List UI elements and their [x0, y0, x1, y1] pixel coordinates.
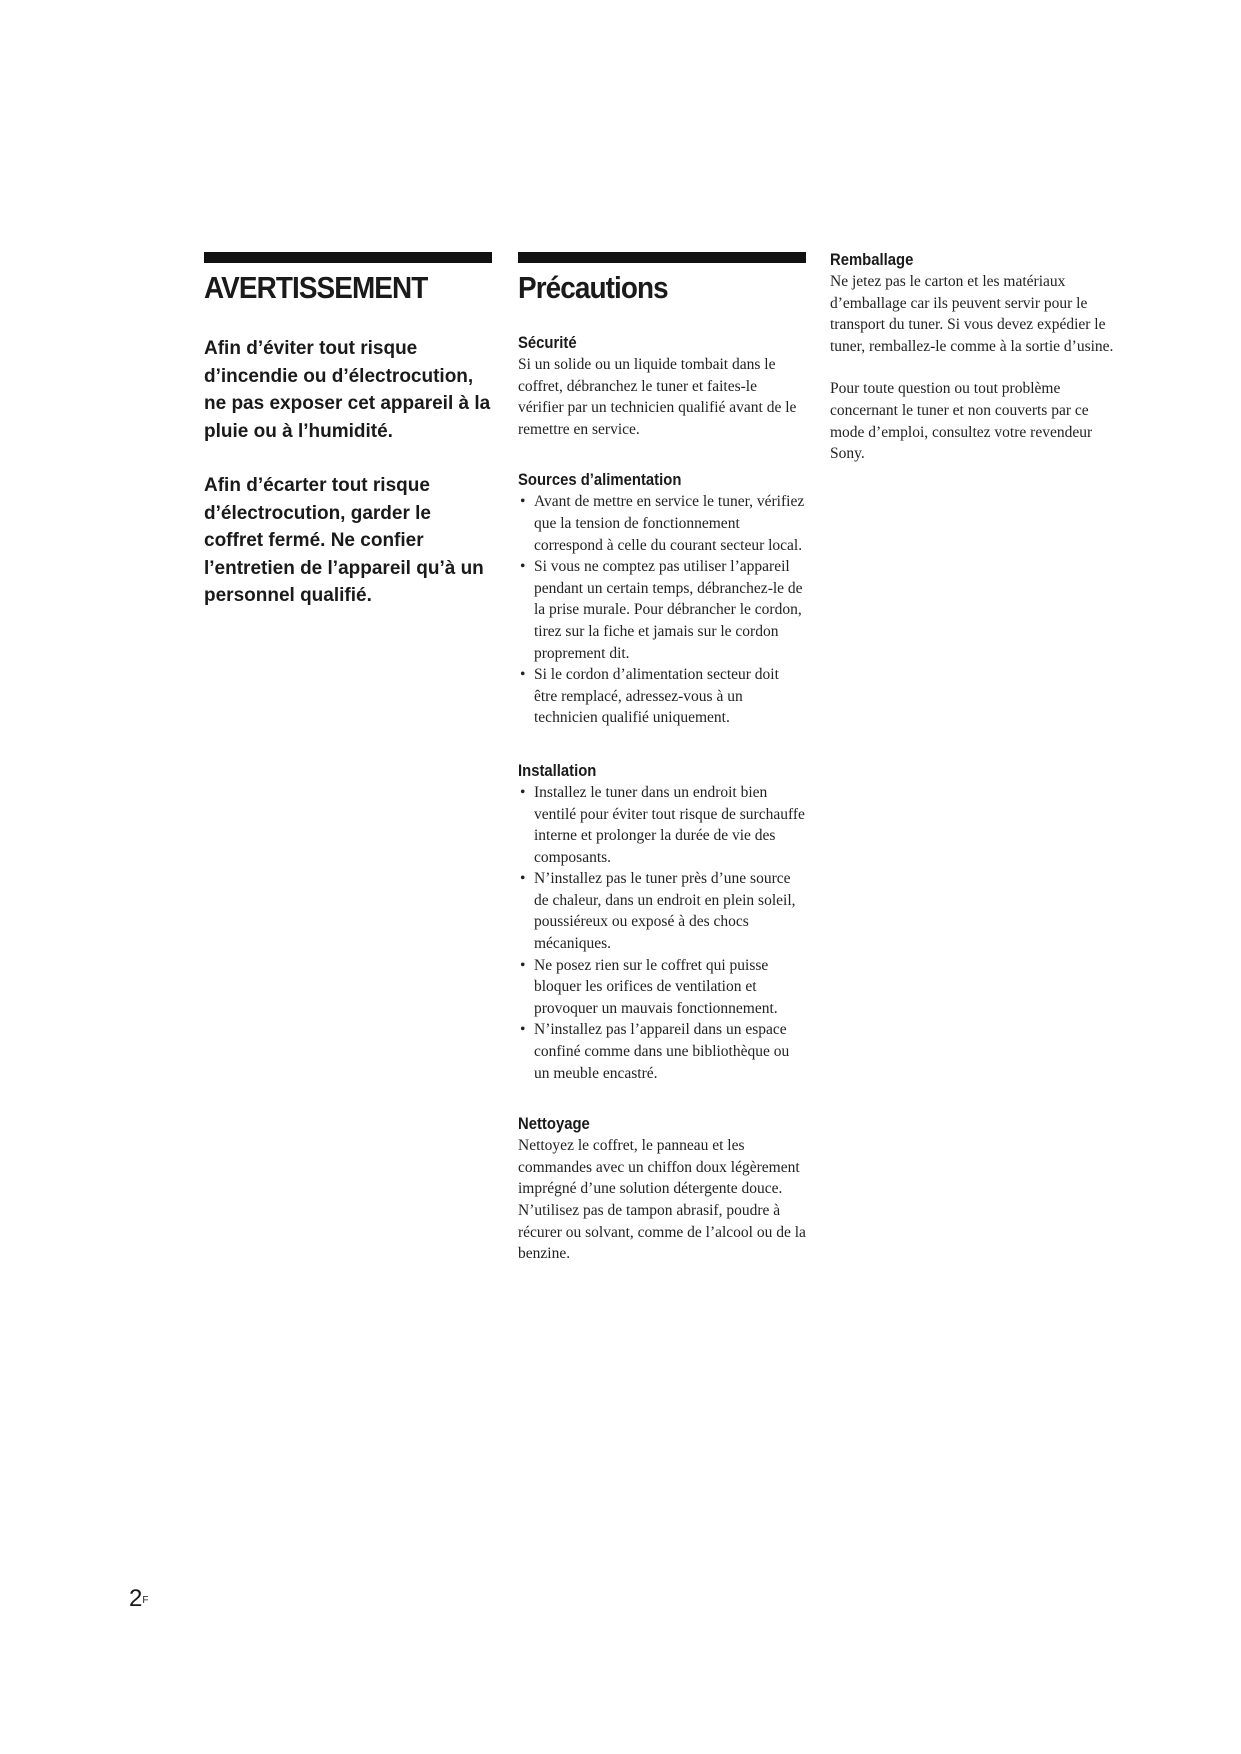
section-text: Si un solide ou un liquide tombait dans le coffret, débranchez le tuner et faites-le vérifier par un technicien qualifié avant de le remettre en service.: [518, 356, 797, 438]
section-text: Ne jetez pas le carton et les matériaux d’emballage car ils peuvent servir pour le transport du tuner. Si vous devez expédier le tuner, remballez-le comme à la sortie d’usine.: [830, 273, 1114, 355]
precautions-title: Précautions: [518, 270, 668, 305]
list-item: • Installez le tuner dans un endroit bien ventilé pour éviter tout risque de surchauffe interne et prolonger la durée de vie des composants.: [518, 782, 806, 868]
section-text-contact: Pour toute question ou tout problème concernant le tuner et non couverts par ce mode d’emploi, consultez votre revendeur Sony.: [830, 380, 1093, 463]
section-heading: Installation: [518, 761, 597, 780]
list-item: • Ne posez rien sur le coffret qui puisse bloquer les orifices de ventilation et provoquer un mauvais fonctionnement.: [518, 955, 806, 1020]
warning-paragraph-electrocution: Afin d’écarter tout risque d’électrocution, garder le coffret fermé. Ne confier l’entretien de l’appareil qu’à un personnel qualifié.: [204, 475, 484, 606]
list-item: • Avant de mettre en service le tuner, vérifiez que la tension de fonctionnement correspond à celle du courant secteur local.: [518, 491, 806, 556]
section-nettoyage: [518, 1114, 806, 1265]
warning-title: AVERTISSEMENT: [204, 270, 428, 305]
page-number: [129, 1585, 148, 1613]
bullet-list: [518, 782, 806, 1084]
section-sources: [518, 470, 806, 729]
page-number-value: 2: [129, 1585, 143, 1612]
section-heading: Sécurité: [518, 334, 577, 352]
precautions-column: [518, 252, 806, 1265]
bullet-list: [518, 491, 806, 729]
page-number-suffix: F: [142, 1595, 149, 1606]
warning-paragraph-fire: Afin d’éviter tout risque d’incendie ou d’électrocution, ne pas exposer cet appareil à la pluie ou à l’humidité.: [204, 338, 491, 442]
section-heading: Sources d’alimentation: [518, 471, 682, 490]
section-heading: Remballage: [830, 251, 914, 269]
list-item: • Si vous ne comptez pas utiliser l’appareil pendant un certain temps, débranchez-le de la prise murale. Pour débrancher le cordon, tirez sur la fiche et jamais sur le cordon proprement dit.: [518, 556, 806, 664]
heading-rule: [204, 252, 492, 263]
list-item: • Si le cordon d’alimentation secteur doit être remplacé, adressez-vous à un technicien qualifié uniquement.: [518, 664, 806, 729]
section-heading: Nettoyage: [518, 1115, 590, 1134]
heading-rule: [518, 252, 806, 263]
section-text: Nettoyez le coffret, le panneau et les commandes avec un chiffon doux légèrement imprégné d’une solution détergente douce. N’utilisez pas de tampon abrasif, poudre à récurer ou solvant, comme de l’alcool ou de la benzine.: [518, 1137, 806, 1263]
section-installation: [518, 761, 806, 1084]
section-securite: [518, 333, 806, 440]
warning-column: [204, 252, 492, 610]
list-item: • N’installez pas le tuner près d’une source de chaleur, dans un endroit en plein soleil, poussiéreux ou exposé à des chocs mécaniques.: [518, 868, 806, 954]
list-item: • N’installez pas l’appareil dans un espace confiné comme dans une bibliothèque ou un meuble encastré.: [518, 1019, 806, 1084]
remballage-column: [830, 250, 1120, 465]
